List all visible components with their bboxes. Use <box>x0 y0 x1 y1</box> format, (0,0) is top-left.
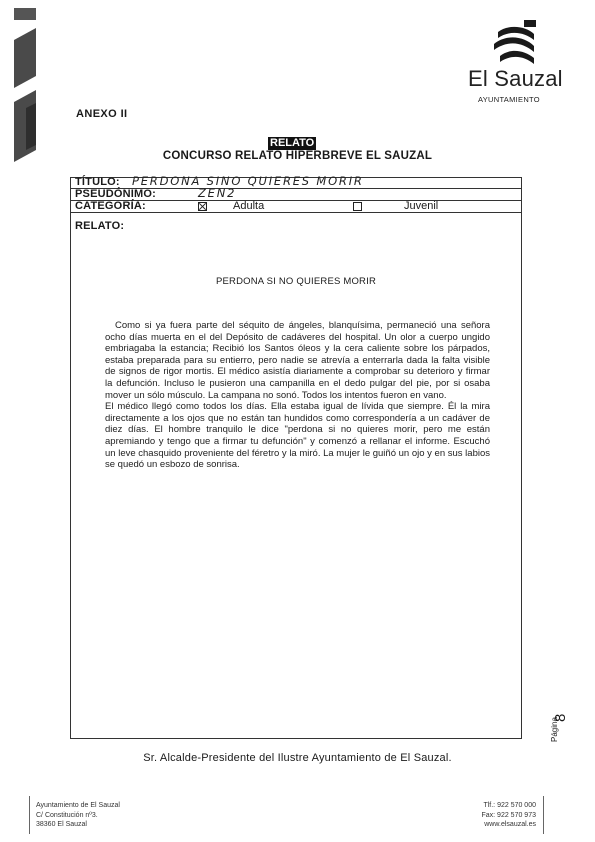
footer-divider <box>29 796 30 834</box>
adulta-checkbox[interactable] <box>198 202 207 211</box>
footer-contact <box>420 801 536 830</box>
story-paragraph: Como si ya fuera parte del séquito de ángeles, blanquísima, permaneció una señora ocho días muerta en el del Depósito de cadáveres del hospital. Un olor a cuerpo ungido embriagaba la estancia; Recibió los Santos óleos y la cera caliente sobre los párpados, estaba preparada para su entierro, pero nadie se atrevía a enterrarla dada la falta visible de signos de rigor mortis. El médico asistía diariamente a comprobar su deterioro y firmar la defunción. Incluso le pusieron una campanilla en el dedo pulgar del pie, por si osaba mover un sólo músculo. La campana no sonó. Todos los intentos fueron en vano. <box>105 320 490 401</box>
titulo-label: TÍTULO: <box>75 176 120 188</box>
footer-divider <box>543 796 544 834</box>
story-paragraph: El médico llegó como todos los días. Ella estaba igual de lívida que siempre. Él la mira directamente a los ojos que no están tan hundidos como correspondería a un cadáver de diez días. El hombre tranquilo le dice "perdona si no quieres morir, pero me están apremiando y tengo que a firmar tu defunción" y comenzó a rellanar el informe. Escuchó un leve chasquido proveniente del féretro y la miró. La mujer le guiñó un ojo y en sus labios se quedó un esbozo de sonrisa. <box>105 401 490 471</box>
footer-website[interactable]: www.elsauzal.es <box>484 821 536 828</box>
annex-label: ANEXO II <box>76 108 128 120</box>
addressee: Sr. Alcalde-Presidente del Ilustre Ayuntamiento de El Sauzal. <box>143 752 452 764</box>
footer-line: Ayuntamiento de El Sauzal <box>36 802 120 809</box>
el-sauzal-logo-icon <box>490 18 538 66</box>
story-body <box>105 320 490 471</box>
juvenil-option-label: Juvenil <box>404 200 439 212</box>
logo-subtitle: AYUNTAMIENTO <box>478 95 540 104</box>
decorative-marks <box>0 0 44 170</box>
contest-title: CONCURSO RELATO HIPERBREVE EL SAUZAL <box>162 150 433 162</box>
categoria-row <box>70 201 522 213</box>
page-number: 8 <box>552 713 569 722</box>
footer-line: C/ Constitución nº3. <box>36 811 98 819</box>
categoria-label: CATEGORÍA: <box>75 200 146 212</box>
footer-line: 38360 El Sauzal <box>36 821 87 828</box>
footer-phone: Tlf.: 922 570 000 <box>483 802 536 809</box>
relato-label: RELATO: <box>75 220 125 232</box>
adulta-option-label: Adulta <box>233 200 265 212</box>
pseudonimo-value[interactable]: ZEN2 <box>198 186 237 200</box>
titulo-value[interactable]: PERDONA SINO QUIERES MORIR <box>132 174 364 188</box>
footer-fax: Fax: 922 570 973 <box>481 811 536 819</box>
juvenil-checkbox[interactable] <box>353 202 362 211</box>
footer-address <box>36 801 120 830</box>
story-title: PERDONA SI NO QUIERES MORIR <box>215 276 377 287</box>
relato-tag: RELATO <box>270 137 315 149</box>
page-label: Página <box>550 717 559 742</box>
pseudonimo-label: PSEUDÓNIMO: <box>75 188 157 200</box>
logo-name: El Sauzal <box>468 66 563 91</box>
